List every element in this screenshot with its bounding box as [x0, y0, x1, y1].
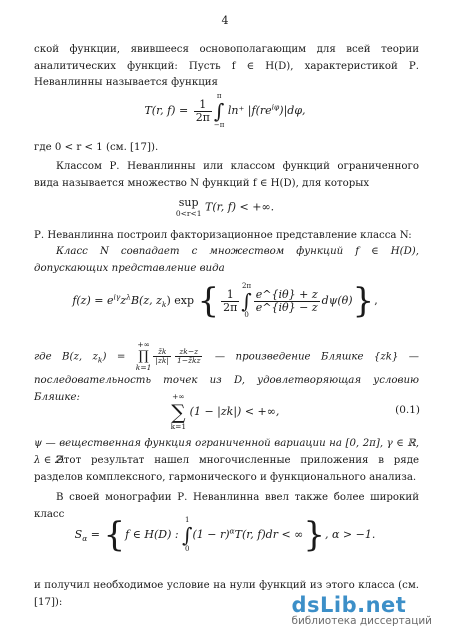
- eq1-num: 1: [194, 99, 212, 112]
- integral-sign: ∫: [182, 523, 193, 547]
- p6-rest: — произведение Бляшке {zk} — последовательность точек из D, удовлетворяющая условию Бляшке:: [34, 351, 419, 403]
- eq5-int-top: 1: [185, 516, 190, 524]
- sup-label: sup: [178, 196, 199, 209]
- paragraph-applications: Этот результат нашел многочисленные приложения в ряде разделов комплексного, гармонического и функционального анализа.: [34, 455, 419, 483]
- eq3-k: k: [161, 300, 167, 310]
- eq3-lambda: λ: [126, 292, 131, 302]
- eq3-int-bot: 0: [244, 311, 249, 319]
- paragraph-monograph: В своей монографии Р. Неванлинна ввел также более широкий класс: [34, 492, 419, 520]
- paragraph-2: где 0 < r < 1 (см. [17]).: [34, 142, 159, 153]
- paragraph-necessary-condition: и получил необходимое условие на нули функций из этого класса (см. [17]):: [34, 580, 419, 608]
- eq3-den: 2π: [223, 300, 238, 314]
- right-brace: }: [352, 281, 375, 321]
- p6-f1-den: |zk|: [155, 356, 169, 365]
- eq5-body2: (1 − r): [192, 528, 230, 541]
- equation-s-alpha: [0, 516, 450, 554]
- product-sign: ∏: [138, 349, 149, 364]
- product-operator: [136, 340, 152, 373]
- eq5-tail: , α > −1.: [324, 528, 376, 541]
- sum-operator: [171, 392, 187, 432]
- sum-sign: ∑: [171, 400, 186, 424]
- p6-k: k: [97, 355, 103, 365]
- eq3-num: 1: [221, 289, 239, 302]
- p6-f2-num: zk−z: [175, 348, 203, 357]
- eq1-int-top: π: [216, 92, 222, 100]
- left-brace: {: [103, 515, 126, 555]
- sup-operator: [176, 196, 202, 219]
- equation-blaschke-condition: [0, 392, 450, 432]
- eq3-blaschke: B(z, z: [130, 294, 162, 307]
- eq3-int-top: 2π: [242, 282, 252, 290]
- left-brace: {: [197, 281, 220, 321]
- p6-frac2: [175, 348, 203, 365]
- p6-frac1: [153, 348, 171, 365]
- eq4-body: (1 − |zk|) < +∞,: [189, 405, 280, 418]
- eq3-lhs-sup: iγ: [113, 292, 121, 302]
- eq3-fraction: [221, 289, 239, 314]
- eq5-body3: T(r, f)dr < ∞: [234, 528, 304, 541]
- watermark: [291, 593, 432, 627]
- eq3-kernel: [254, 289, 320, 314]
- eq5-sup: α: [229, 526, 235, 536]
- eq1-sup: iφ: [271, 102, 280, 112]
- eq5-limits: [182, 516, 192, 554]
- equation-number: (0.1): [395, 404, 420, 416]
- eq1-lhs: T(r, f) =: [144, 104, 192, 117]
- theorem-statement: Класс N совпадает с множеством функций f ∈ H(D), допускающих представление вида: [34, 246, 419, 274]
- paragraph-4: Р. Неванлинна построил факторизационное представление класса N:: [34, 230, 412, 241]
- watermark-subtitle: библиотека диссертаций: [291, 615, 432, 627]
- eq2-body: T(r, f) < +∞.: [205, 200, 275, 214]
- p6-prefix: где B(z, z: [34, 351, 98, 363]
- eq1-fraction: [194, 99, 212, 124]
- eq3-kernel-num: e^{iθ} + z: [255, 287, 318, 301]
- eq1-den: 2π: [195, 110, 210, 124]
- p6-eq: ) =: [102, 351, 136, 363]
- eq5-lhs: S: [74, 528, 83, 541]
- eq4-top: +∞: [172, 392, 185, 401]
- eq3-tail: dψ(θ): [321, 294, 353, 307]
- eq3-limits: [241, 282, 251, 320]
- p6-prod-top: +∞: [137, 340, 150, 349]
- eq5-alpha: α: [82, 534, 88, 544]
- eq5-eq: =: [87, 528, 104, 541]
- watermark-logo: dsLib.net: [291, 593, 407, 617]
- eq3-exp: ) exp: [166, 294, 194, 307]
- right-brace: }: [303, 515, 325, 555]
- equation-characteristic: [0, 92, 450, 130]
- eq3-lhs: f(z) = e: [72, 294, 114, 307]
- paragraph-1: ской функции, явившееся основополагающим для всей теории аналитических функций: Пусть f ∈ H(D), характеристикой Р. Неванлинны называется функция: [34, 44, 419, 88]
- integral-sign: ∫: [213, 99, 225, 123]
- paragraph-3: Классом Р. Неванлинны или классом функций ограниченного вида называется множество N функций f ∈ H(D), для которых: [34, 161, 419, 189]
- eq4-bot: k=1: [170, 422, 187, 431]
- sup-subscript: 0<r<1: [175, 209, 202, 218]
- eq1-limits: [214, 92, 224, 130]
- integral-sign: ∫: [241, 289, 252, 313]
- eq3-z: z: [120, 294, 127, 307]
- eq3-kernel-den: e^{iθ} − z: [255, 300, 318, 314]
- eq1-tail: )|dφ,: [279, 104, 306, 117]
- p6-prod-bot: k=1: [135, 363, 152, 372]
- eq5-body1: f ∈ H(D) :: [125, 528, 183, 541]
- paragraph-psi: ψ — вещественная функция ограниченной вариации на [0, 2π], γ ∈ ℝ, λ ∈ ℤ.: [34, 438, 419, 466]
- p6-f1-num: z̄k: [153, 348, 171, 357]
- equation-sup: [0, 196, 450, 219]
- eq5-int-bot: 0: [185, 545, 190, 553]
- eq1-body: ln⁺ |f(re: [227, 104, 272, 117]
- page-number: 4: [221, 14, 229, 27]
- equation-factorization: $f(z) = e^{i\gamma}z^\lambda B(z$, $z_k$) exp { $\frac{1}{2\pi}$ 2π ∫ 0 $\frac{e\^{}\{i\theta\} + z}{e\^{}\{i\theta\} - z}$ dψ(θ)},: [72, 281, 378, 321]
- p6-f2-den: 1−z̄kz: [176, 356, 201, 365]
- eq1-int-bot: −π: [213, 121, 225, 129]
